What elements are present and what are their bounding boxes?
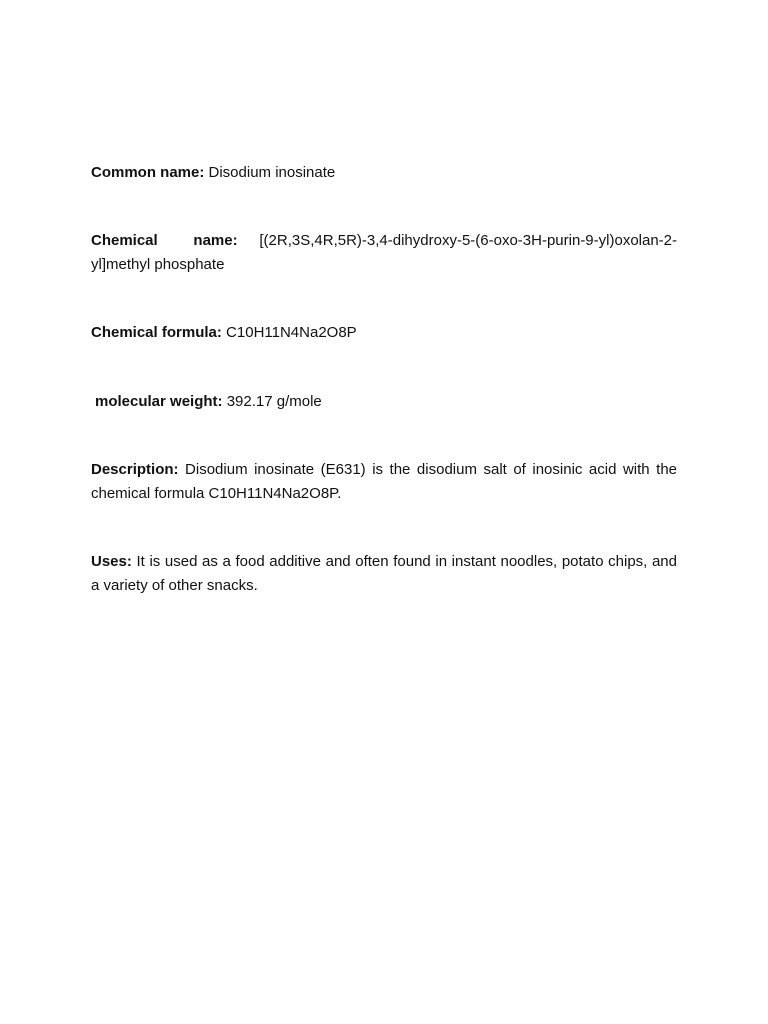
common-name-value: Disodium inosinate: [208, 164, 336, 181]
chemical-formula-label: Chemical formula:: [91, 324, 222, 341]
molecular-weight-value: 392.17 g/mole: [226, 393, 322, 410]
uses-label: Uses:: [91, 553, 132, 570]
chemical-formula-paragraph: [91, 321, 677, 345]
common-name-label: Common name:: [91, 164, 205, 181]
description-value: Disodium inosinate (E631) is the disodium salt of inosinic acid with the chemical formula C10H11N4Na2O8P.: [91, 461, 678, 502]
uses-value: It is used as a food additive and often found in instant noodles, potato chips, and a variety of other snacks.: [91, 553, 677, 594]
description-label: Description:: [91, 461, 179, 478]
chemical-name-paragraph: [91, 229, 677, 277]
chemical-name-label: Chemical name:: [91, 232, 238, 249]
uses-paragraph: [91, 550, 677, 598]
molecular-weight-paragraph: [95, 390, 681, 414]
chemical-name-value: [(2R,3S,4R,5R)-3,4-dihydroxy-5-(6-oxo-3H-purin-9-yl)oxolan-2-yl]methyl phosphate: [91, 232, 678, 273]
description-paragraph: [91, 458, 677, 506]
molecular-weight-label: molecular weight:: [95, 393, 223, 410]
chemical-formula-value: C10H11N4Na2O8P: [226, 324, 357, 341]
common-name-paragraph: [91, 161, 677, 185]
